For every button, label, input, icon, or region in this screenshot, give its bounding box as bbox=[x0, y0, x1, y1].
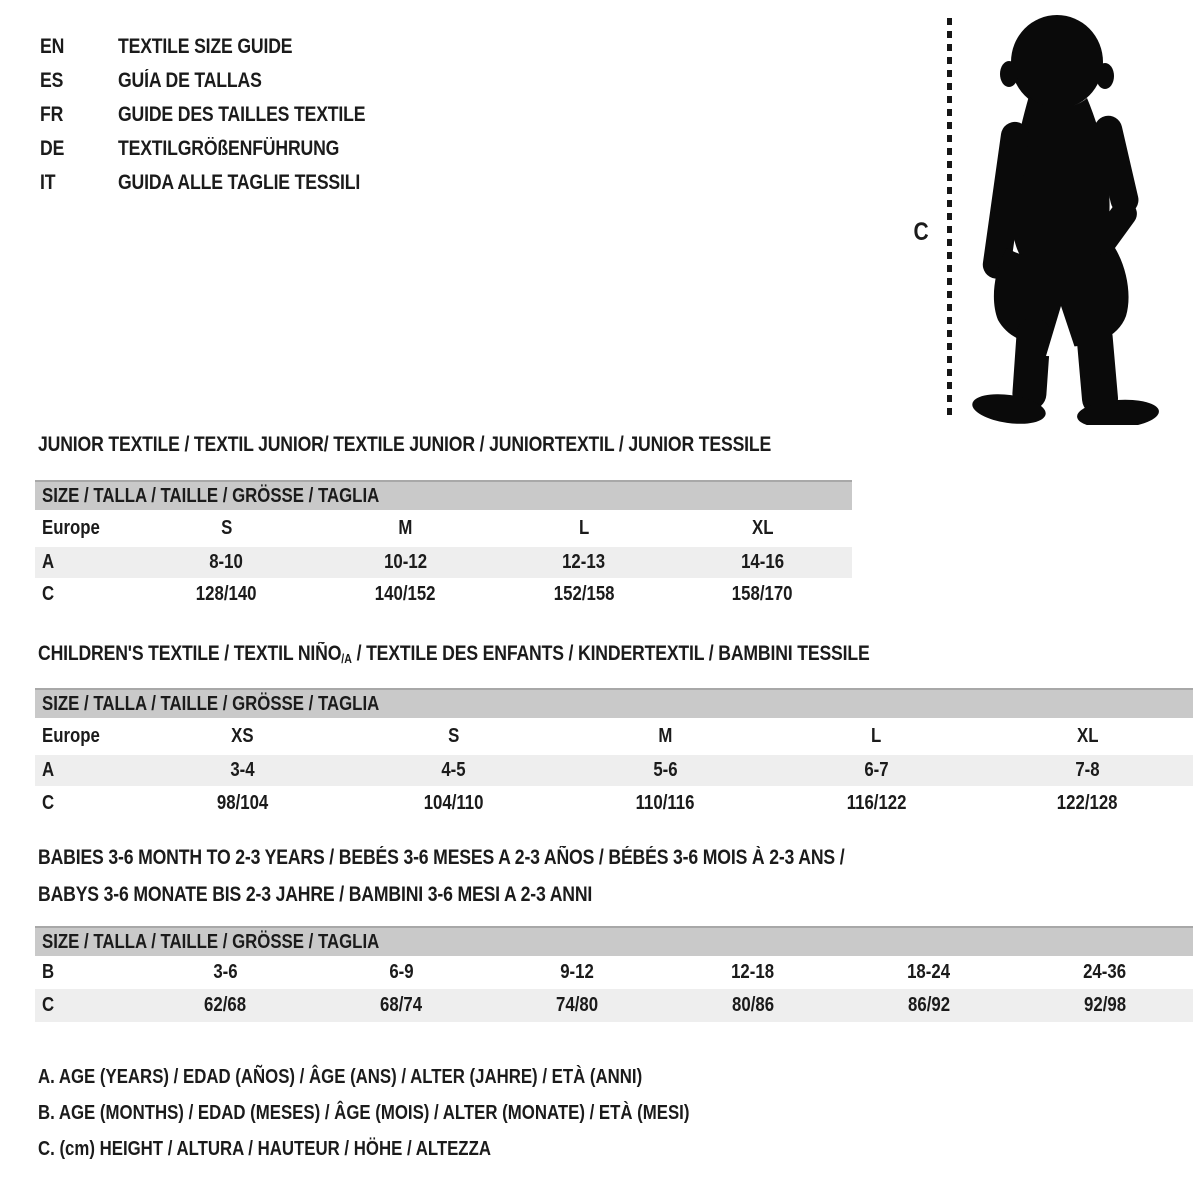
table-cell: 6-7 bbox=[864, 759, 889, 781]
table-row-c bbox=[35, 578, 852, 611]
table-cell: 128/140 bbox=[196, 583, 257, 605]
row-label: Europe bbox=[42, 517, 100, 539]
table-cell: 110/116 bbox=[635, 791, 695, 814]
table-cell: 140/152 bbox=[374, 583, 436, 605]
table-row-europe bbox=[35, 510, 852, 547]
section-title-subscript: /A bbox=[341, 652, 352, 667]
table-cell: 18-24 bbox=[907, 961, 951, 983]
table-cell: 7-8 bbox=[1075, 759, 1100, 781]
table-cell: 9-12 bbox=[560, 961, 594, 983]
language-title: GUIDE DES TAILLES TEXTILE bbox=[118, 103, 366, 126]
height-measure-label: C bbox=[913, 218, 929, 246]
language-code: EN bbox=[40, 35, 65, 58]
note-line-b: B. AGE (MONTHS) / EDAD (MESES) / ÂGE (MOIS) / ALTER (MONATE) / ETÀ (MESI) bbox=[38, 1102, 690, 1124]
table-cell: 116/122 bbox=[846, 791, 907, 814]
size-col-header: XS bbox=[231, 725, 254, 747]
children-size-table bbox=[35, 688, 1193, 820]
baby-silhouette-icon bbox=[957, 10, 1167, 425]
table-cell: 12-18 bbox=[731, 961, 775, 983]
size-col-header: L bbox=[871, 725, 882, 747]
language-code: DE bbox=[40, 137, 65, 160]
junior-size-table bbox=[35, 480, 852, 611]
table-cell: 122/128 bbox=[1057, 791, 1118, 814]
table-row-c bbox=[35, 786, 1193, 820]
table-row-a bbox=[35, 547, 852, 578]
table-cell: 5-6 bbox=[652, 759, 678, 781]
language-code: ES bbox=[40, 69, 64, 92]
size-col-header: S bbox=[448, 725, 460, 747]
size-col-header: XL bbox=[751, 517, 774, 539]
table-cell: 10-12 bbox=[383, 551, 427, 573]
table-cell: 86/92 bbox=[907, 994, 951, 1016]
table-cell: 74/80 bbox=[555, 994, 599, 1016]
table-row-b bbox=[35, 956, 1193, 989]
size-col-header: S bbox=[220, 517, 232, 539]
table-cell: 92/98 bbox=[1083, 994, 1127, 1016]
size-table-header: SIZE / TALLA / TAILLE / GRÖSSE / TAGLIA bbox=[35, 688, 1193, 718]
language-code: FR bbox=[40, 103, 64, 126]
size-col-header: M bbox=[398, 517, 413, 539]
table-row-europe bbox=[35, 718, 1193, 755]
section-title-junior: JUNIOR TEXTILE / TEXTIL JUNIOR/ TEXTILE JUNIOR / JUNIORTEXTIL / JUNIOR TESSILE bbox=[38, 433, 772, 456]
language-title: TEXTILE SIZE GUIDE bbox=[118, 35, 293, 58]
note-line-c: C. (cm) HEIGHT / ALTURA / HAUTEUR / HÖHE / ALTEZZA bbox=[38, 1138, 491, 1160]
note-line-a: A. AGE (YEARS) / EDAD (AÑOS) / ÂGE (ANS) / ALTER (JAHRE) / ETÀ (ANNI) bbox=[38, 1066, 643, 1088]
language-code: IT bbox=[40, 171, 56, 194]
legend-notes bbox=[38, 1066, 814, 1174]
size-col-header: L bbox=[578, 517, 590, 539]
table-cell: 98/104 bbox=[216, 791, 269, 814]
table-cell: 6-9 bbox=[388, 961, 414, 983]
table-cell: 62/68 bbox=[203, 994, 247, 1016]
language-title: GUÍA DE TALLAS bbox=[118, 69, 262, 92]
section-title-text: / TEXTILE DES ENFANTS / KINDERTEXTIL / BAMBINI TESSILE bbox=[351, 642, 870, 665]
table-cell: 3-6 bbox=[212, 961, 238, 983]
size-table-header: SIZE / TALLA / TAILLE / GRÖSSE / TAGLIA bbox=[35, 926, 1193, 956]
table-cell: 3-4 bbox=[230, 759, 255, 781]
row-label: C bbox=[42, 791, 55, 814]
table-cell: 158/170 bbox=[732, 583, 793, 605]
table-cell: 80/86 bbox=[731, 994, 775, 1016]
section-title-babies-line2: BABYS 3-6 MONATE BIS 2-3 JAHRE / BAMBINI 3-6 MESI A 2-3 ANNI bbox=[38, 883, 593, 906]
table-cell: 12-13 bbox=[562, 551, 606, 573]
table-row-a bbox=[35, 755, 1193, 786]
section-title-text: CHILDREN'S TEXTILE / TEXTIL NIÑO bbox=[38, 642, 342, 665]
language-title: GUIDA ALLE TAGLIE TESSILI bbox=[118, 171, 361, 194]
table-cell: 152/158 bbox=[553, 583, 615, 605]
table-cell: 68/74 bbox=[379, 994, 423, 1016]
table-row-c bbox=[35, 989, 1193, 1022]
row-label: A bbox=[42, 551, 55, 573]
size-col-header: XL bbox=[1076, 725, 1099, 747]
row-label: Europe bbox=[42, 725, 100, 747]
size-col-header: M bbox=[657, 725, 672, 747]
row-label: B bbox=[42, 961, 55, 983]
row-label: C bbox=[42, 583, 55, 605]
table-cell: 24-36 bbox=[1083, 961, 1127, 983]
size-table-header: SIZE / TALLA / TAILLE / GRÖSSE / TAGLIA bbox=[35, 480, 852, 510]
table-cell: 104/110 bbox=[423, 791, 484, 814]
language-title: TEXTILGRÖßENFÜHRUNG bbox=[118, 137, 340, 160]
section-title-children bbox=[38, 643, 1028, 670]
table-cell: 8-10 bbox=[209, 551, 244, 573]
height-measure-line bbox=[947, 18, 952, 416]
section-title-babies-line1: BABIES 3-6 MONTH TO 2-3 YEARS / BEBÉS 3-6 MESES A 2-3 AÑOS / BÉBÉS 3-6 MOIS À 2-3 ANS / bbox=[38, 846, 845, 869]
language-list bbox=[40, 30, 412, 200]
babies-size-table bbox=[35, 926, 1193, 1022]
table-cell: 4-5 bbox=[441, 759, 466, 781]
row-label: A bbox=[42, 759, 55, 781]
row-label: C bbox=[42, 994, 55, 1016]
table-cell: 14-16 bbox=[741, 551, 785, 573]
